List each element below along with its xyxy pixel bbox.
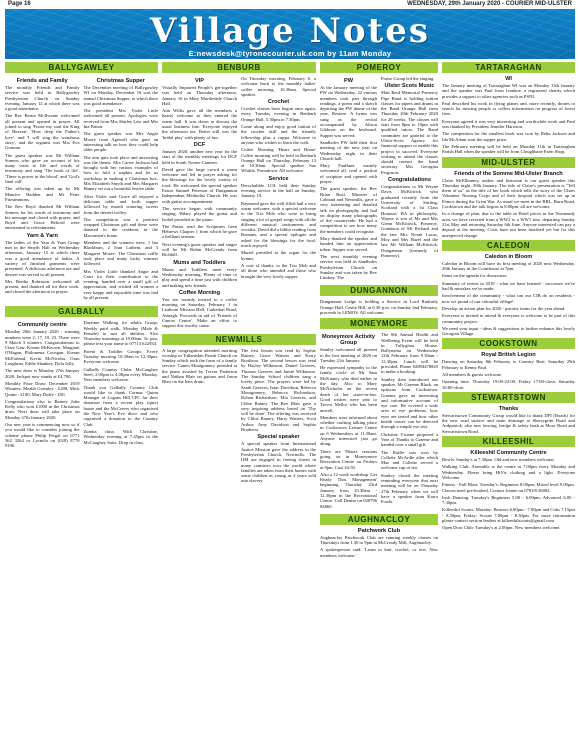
paragraph: A spokesperson said: 'Learn to knit, crochet, or sew. New members welcome.' — [320, 547, 438, 558]
column-ballygawley-galbally — [5, 62, 158, 732]
paragraph: Galbally Country Clubs. McCaughey Steel, 2.00pm to 4.00pm every Monday. New members welcome. — [83, 366, 158, 383]
paragraph: The competition for the smallest book was won by Rebu Jackson and Ida McAdam won the supper prize. — [442, 131, 575, 142]
article-heading: PW — [343, 78, 353, 84]
paragraph: The competition was a prettiest wrapped Christmas gift and these were donated to the residents in the Macarmen's home. — [83, 216, 158, 238]
article-heading: DCF — [193, 141, 206, 148]
paragraph: The president Mrs Violet Little welcomed all present. Apologies were received from Mrs Shirley Law and Mrs Ina Patton. — [83, 108, 158, 130]
paragraph: Everyone is invited to attend & everyone is welcome to be part of this community project. — [442, 313, 575, 324]
paragraph: On Thursday morning, February 6, a welcome back to the monthly ladies' coffee morning, 10.30am. Special speaker. — [241, 76, 316, 97]
section-banner: DUNGANNON — [320, 285, 438, 296]
section-moneymore — [320, 318, 438, 511]
section-banner: TARTARAGHAN — [442, 62, 575, 73]
paragraph: Crochet classes have begun once again, every Tuesday evening in Benburb Orange Hall, 5.30pm to 7.30pm. — [241, 106, 316, 122]
paragraph: Bowls: Sunday's at 7.30pm. Old and new members welcome. — [442, 457, 555, 463]
paragraph: Caledon in Bloom will have its first meeting of 2020 next Wednesday, 29th January in the Courthouse at 7pm. — [442, 260, 575, 272]
section-mid-ulster — [442, 157, 575, 238]
paragraph: A vote of thanks, to the Trio Mob and all those who attended and those who brought the very lovely supper. — [241, 262, 316, 279]
page-number: Page 16 — [8, 1, 31, 7]
paragraph: David gave the large crowd a warm welcome and led in prayer asking for the blessings for the lovely variety of food. He welcomed the special speaker Pastor Samuel Peterson of Dungannon Independent Methodist Church. He was with guitar accompaniment. — [162, 166, 237, 204]
paragraph: In a change of plan, due to the table in Hotel prices in the Normandy area, we have reverted from a WW2 to a WW1 tour, departing Sunday 31st May and returning Saturday 6th June. Anyone interested can pay a deposit at the meeting. Costs have not been finalised yet but for this unexpected change. — [442, 211, 575, 238]
paragraph: Coffee Morning 'Heart and Home' Coffee morning will be held in Benburb Orange Hall on Thursday, February 13 at 10.30am. Special speaker Sue Whittle, Portadown. All welcome. — [241, 147, 316, 174]
article-heading: Friends and Family — [16, 78, 68, 84]
paragraph: The February meeting will be held on Monday 11th in Tartaraghan Parish Hall when the speaker will be from Cloughbane Farm Shop. — [442, 143, 575, 155]
paragraph: Mary thanked the speaker and handed him an appreciation token. Supper was served. — [320, 236, 377, 252]
paragraph: The offering was taken up by Mr Maurice Hadden and Mr Peter Fitzsimmons. — [5, 186, 80, 202]
paragraph: The next draw is Monday 27th January 2020. Jackpot now stands at £4,700. — [5, 368, 80, 379]
paragraph: Mrs Violet Little thanked Angie and Carri for their contribution to the evening, handed over a small gift of appreciation, and wished all women a very happy and enjoyable time was had by all present. — [83, 268, 158, 300]
paragraph: January 2020, another new year for the start of the monthly meetings for DCF held in South Tyrone Canteen. — [162, 148, 237, 165]
paragraph: The next monthly evening service was held in Sandholes Presbyterian Church on Sunday and was taken by Rev Lindsay. The — [320, 253, 377, 281]
section-stewartstown — [442, 392, 575, 434]
paragraph: Stanley welcomed all present to the first meeting of 2020 on Tuesday 21st January. — [320, 347, 377, 363]
paragraph: Dancing on Saturday 8th February to Country Beat. Saturday 29th February to Kenny Paul. — [442, 359, 575, 370]
article-heading: Congratulations — [388, 177, 431, 184]
article-heading: Moneymore Activity Group — [322, 334, 375, 347]
section-banner: GALBALLY — [5, 306, 158, 317]
section-benburb — [162, 62, 316, 331]
paragraph: Parent & Toddler Groups: Every Tuesday morning 10.30am to 12.30pm. Everyone welcome. — [83, 348, 158, 365]
section-killeeshil — [442, 436, 575, 531]
article-heading: Christmas Supper — [96, 78, 145, 84]
paragraph: Killeeshil Scouts: Monday: Beavers 6.00pm - 7.00pm and Cubs 7.15pm - 8.30pm, Friday: Scouts 7.00pm - 8.30pm. For more information please contact section leaders at killeeshilscouts@gmail.com — [442, 507, 575, 524]
paragraph: Opening time: Thursday 19:00-23:00, Friday 17:00-close, Saturday 16:00-close. — [442, 379, 575, 390]
paragraph: The aim quiz took place and answering was the theme. Mrs Carrie Jackson had brought with her various examples of how to fold a napkin and let us workshop in making a Christmas box. Mrs Elizabeth Smyth and Mrs Margaret Hamey set out a beautiful festive table. — [83, 154, 158, 192]
paragraph: Mrs Bertha Robinson welcomed all present, and thanked all for their work, and closed the afternoon in prayer. — [5, 278, 80, 295]
section-banner: STEWARTSTOWN — [442, 392, 575, 403]
paragraph: A large congregation attended morning worship in Tullaniskin Parish Church on Sunday which took the form of a family service. Canon Montgomery presided at the piano assisted by Trevor Patterson and Nathan Blair on guitars and Jason Blair on the bass drum. — [162, 347, 237, 385]
paragraph: Thank you Galbally Country Club would like to thank Cormac Quinn Manager of Logans Hill CPC for their donation from a recent play (quiz) house and the McCreery who organised the New Year's Eve disco and who organised a donation to the Country Club. — [83, 384, 158, 427]
paragraph: Mums and Toddlers meet every Wednesday morning. Plenty of time to play and spend a time just with children and making new friends. — [162, 266, 237, 288]
paragraph: We need your input - ideas & suggestions to further enhance this lovely Georgian Village. — [442, 325, 575, 337]
section-ballygawley — [5, 62, 158, 302]
masthead — [5, 9, 575, 59]
paragraph: Walking Club: Assemble at the centre at 7.00pm every Monday and Wednesday. Please bring HiVis clothing and a light. Everyone Welcome. — [442, 464, 575, 480]
section-banner: AUGHNACLOY — [320, 514, 438, 525]
section-banner: NEWMILLS — [162, 334, 316, 345]
paragraph: A special speaker from International Justice Mission gave the address in the Presbyterian Church, Newmills. The IJM are engaged in freeing slaves in many countries over the world where families are taken from their homes with some children as young as 4 years sold into slavery. — [241, 441, 316, 484]
article-heading: Mums and Toddlers — [173, 259, 226, 266]
paragraph: Summary of events in 2019 - what we have learned - successes we've had & mistakes we've made. — [442, 280, 575, 292]
paragraph: Ann Willis gave all the members a hearty welcome as they entered the warm hall. It was down to discuss the usual business line. Everyone enjoyed the afternoon tea. Better still was the 'bridal play' with plenty of fun. — [162, 108, 237, 140]
article-heading: VIP — [194, 78, 205, 84]
article-heading: Royal British Legion — [481, 352, 536, 359]
paragraph: The Rev Boyd thanked Mr William Somers for his words of testimony and his message and closed with prayer, and Boyd and Grace Beltord were entertained to refreshments. — [5, 204, 80, 231]
paragraph: Praise Group led the singing. — [381, 76, 435, 81]
section-banner: POMEROY — [320, 62, 438, 73]
article-heading: Thanks — [498, 405, 519, 412]
paragraph: Develop an action plan for 2020 - priority items for the year ahead. — [442, 305, 566, 311]
paragraph: Irish Dancing: Tuesday's Beginners 5.00 - 6.00pm; Advanced 6.00 - 7.30pm. — [442, 494, 575, 506]
article-heading: Caledon in Bloom — [484, 253, 533, 260]
paragraph: All members & guests welcome. — [442, 371, 503, 377]
paragraph: Items on the agenda for discussion: — [442, 273, 507, 279]
section-banner: KILLEESHIL — [442, 436, 575, 447]
paragraph: The December meeting of Ballygawley WI on Monday, December 16 was the annual Christmas Supper, at which there was good attendance. — [83, 85, 158, 106]
paragraph: Come along and enjoy good tuition of the crochet skill and the friendly fellowship plus a cuppa. Welcome to anyone who wishes to learn the craft. — [241, 124, 316, 145]
paragraph: Muriel presided at the organ for the hymns. — [241, 250, 316, 261]
paragraph: Daytime Walking for adults Group: Weekly paid walk, Monday (Male & Female) to suit all abilities. Also Thursday mornings at 10.00am. To join, please text your name to 07713 622934. — [83, 320, 158, 347]
issue-date: WEDNESDAY, 29th January 2020 - COURIER MID-ULSTER — [407, 1, 572, 7]
paragraph: Christine Vsoane proposed a Vote of Thanks to Graeme and handed over a small gift. — [381, 431, 438, 448]
paragraph: Mary Faulkner warmly welcomed all, read a portion of scripture and opened with prayer. — [320, 163, 377, 185]
section-banner: CALEDON — [442, 240, 575, 251]
page-header-bar — [0, 0, 580, 9]
column-tartaraghan-killeeshil — [442, 62, 575, 732]
paragraph: The first lesson was read by Sophie Rainey, Grace Watters and Kerry Brodison. The second lesson was read by Hayley Wilkinson, Daniel Greaves, Thomas Greaves and Jamie Wilkinson. The Sunday School children sang a lovely piece. The prayers were led by Sarah Greaves, Isaac Davidson, Rebecca Montgomery, Rebecca Richardson, Rohan Richardson, Mia Greaves, and Chloe Rainey. The Rev Blair gave a very inspiring address based on 'Thy will be done'. The offering was received by Chloe Rainey, Harry Watters, Scott Arthur, Amy Davidson and Sophie Brodison. — [241, 347, 316, 433]
article-heading: Yarn & Yarn — [26, 232, 58, 239]
paragraph: Congratulations also to Barney John Kelly who won £1000 in the Christmas draw. Next draw will take place on Monday 27th January 2020. — [5, 398, 80, 420]
column-pomeroy-moneymore — [320, 62, 438, 732]
paragraph: Our new year is commencing now so if you would like to consider joining the scheme phone Philip Fergal on 0771 362 3264 or Lycnola on (028) 8778 9190. — [5, 422, 80, 449]
article-heading: Coffee Morning — [178, 289, 221, 296]
paragraph: The service began with community singing. Hilary played the guitar and Isobel presided at the piano. — [162, 205, 237, 222]
paragraph: Open Door Club: Tuesday's at 2.00pm. New members welcome. — [442, 525, 561, 531]
column-benburb-newmills — [162, 62, 316, 732]
paragraph: The January meeting of Tartaraghan WI was on Monday 13th January and the speaker was Paul from Ivanhoe, a registered charity which provides a support to other agencies such as PSNI. — [442, 83, 575, 99]
paragraph: Members and the winners were, 1 Ina Blackburn, 2 Joan Lathem, and 3 Margaret Moore. The Christmas raffle took place and many lucky winners followed. — [83, 240, 158, 267]
paragraph: Stewartstown Community Group would like to thank DFI (Roads) for the new road surface and main drainage at Sherrygrim Road and Ardpatrick, also new fencing, bridge & safety bush at Moor Road and Stewartstown Road. — [442, 412, 575, 434]
paragraph: Raymond gave the well filled hall a very warm welcome, with a special welcome to the Trio Mob who were to bring singing a lot of gospel songs with all the different musical instruments and vocalist. David did a biblio reading from Romans, and a special epilogue and asked for the blessings for the food, much enjoyed. — [241, 200, 316, 249]
article-heading: Community centre — [17, 322, 67, 329]
paragraph: Stanley then introduced our speaker, Mr Graeme Black, an optician from Cookstown. Graeme gave an interesting and informative account of eye care. He covered a wide area of eye problems, how eyes are tested and how other health issues can be detected through a simple eye test. — [381, 376, 438, 430]
section-galbally — [5, 306, 158, 450]
paragraph: The Raffle was won by Collette McArdle after which Mae and Collette served a welcome cup of tea. — [381, 449, 438, 471]
paragraph: The monthly Friends and Family service was held in Ballygawley Presbyterian Church on Sunday evening, January 12 at which there was a good attendance. — [5, 85, 80, 112]
paragraph: The Rev Bertie McIlwaine welcomed all present and opened in prayer. All joined to sing 'Praise my soul the King of Heaven', 'How deep the Father's love', and 'I will sing the wondrous story', and the organist was Mrs Eva Gorman. — [5, 113, 80, 151]
section-banner: MONEYMORE — [320, 318, 438, 329]
section-tartaraghan — [442, 62, 575, 155]
paragraph: Visually Impaired People's get-together was held on Thursday afternoon, January 16 in Mary Morthedale Church Hall. — [162, 85, 237, 106]
paragraph: Involvement of the community - what can our CIB do on residents - now we proud of our colourful village! — [442, 293, 575, 304]
paragraph: At the January meeting of the PW on Wednesday, 22 various members took part through readings, a poem and a sketch depicting the PW theme of the year, Restore. A hymn was sung as the recital accompanied by Alison Gibbons on the keyboard. Supper was served. — [320, 85, 377, 138]
page-title: Village Notes — [149, 11, 431, 51]
section-cookstown — [442, 338, 575, 389]
submission-email: E:newsdesk@tyronecourier.uk.com by 11am Monday — [188, 49, 392, 58]
article-heading: Patchwork Club — [357, 527, 401, 534]
section-newmills — [162, 334, 316, 486]
paragraph: There are Pilates sessions going on in Moneymore Recreation Centre on Fridays at 9pm. Cost £4.50. — [320, 448, 377, 470]
article-heading: WI — [505, 76, 512, 82]
paragraph: The guest speaker was Mr William Somers who gave an account of his many visits to life and words of testimony and sang 'The hook of life', 'There is power in the blood', and 'God's final call'. — [5, 152, 80, 185]
paragraph: You are warmly invited to a coffee morning on Saturday, February 1 in Lisdoom Mission Hall, Cathedral Road, Armagh. Proceeds in aid of 'Friends of Cancer Centre'. Make an effort to support this worthy cause. — [162, 296, 237, 329]
paragraph: Matt Reid Memorial Pomeroy Pipe Band is holding tuition classes for pipers and drums in the Band Orange Hall from Thursday 20th February 2020 for 20 weeks. The classes will start from 8pm to 10pm with qualified tutors. The Band committee are grateful to the Ulster-Scots Agency for financial support to enable this project to succeed. Everyone wishing to attend the classes should contact the band secretary Mrs Georgina Ferguson. — [381, 90, 438, 175]
article-heading: Ulster Scots Music — [384, 83, 435, 90]
paragraph: Fitness - Full Blast: Tuesday's: Beginners 8.00pm; Mixed level 9.00pm. Classes need pre-booked, Contact Jonnie on 07818136082. — [442, 482, 575, 493]
paragraph: Congratulations to Mr Wayne Davis McKittrick who graduated recently from the University of Stirling, Scotland with a 1st Class Honours' BA in philosophy. Wayne is son of Mr and Mrs Glenn McKittrick, Pomeroy. Grandson of Mr Richard and the late Mrs Norah Lucas, Moy and Mrs Hazel and the late Mr William McKittrick, Dungannon (formerly of Pomeroy). — [381, 184, 438, 258]
article-heading: Killeeshil Community Centre — [470, 450, 547, 457]
paragraph: Monthly Prize Draw: December 2019 Winners: Meabh Gormley - £200, Mick Quinn - £100, Mary Duffy - £50. — [5, 380, 80, 397]
section-banner: BALLYGAWLEY — [5, 62, 158, 73]
section-caledon — [442, 240, 575, 337]
paragraph: He expressed sympathy to the family circle of Mr Sam McKinney who died earlier in the day. Also to Mary McNicholas on the recent death of her sister-in-law. Good wishes were sent to Trevor Mellor who has been unwell. — [320, 365, 377, 413]
section-banner: MID-ULSTER — [442, 157, 575, 168]
article-heading: Special speaker — [257, 434, 300, 441]
paragraph: Monday 20th January 2020 - winning numbers were 2, 17, 19, 23. There were 9 Match 3 winners. Congratulations to Clare Garr, Kieran McKeown, Margaret O'Hagan, Philomena Corrigan, Kieran McFarland, Kevin McNicolas, Oran Loughran, Eddie Shankey, Dola Jolly. — [5, 329, 80, 367]
article-heading: Service — [268, 175, 289, 182]
article-heading: Crochet — [267, 99, 290, 106]
section-dungannon — [320, 285, 438, 315]
paragraph: The guest speaker, the Rev Brian Boal, Minister of Cabland and Newmills, gave a very interesting and detailed talk on photography and had on display many photographs of the countryside. He had a competition to see how many the members could recognise. — [320, 186, 377, 234]
paragraph: Zumba class: With Christine, Wednesday evening at 7.45pm in the McCaughey Suite. Drop in class. — [83, 428, 158, 445]
paragraph: The guest speaker was Mrs Angie Moore from Agewell who gave an interesting talk on how they could help older people. — [83, 131, 158, 153]
paragraph: The 8th Annual Health and Wellbeing Event will be held in Tullyglass House, Ballymena on Wednesday 12th February from 9.30am - 12.30pm. Lunch will be provided. Phone 02894478845 to make a booking. — [381, 332, 438, 375]
paragraph: After Violet said Grace all enjoyed a delicious table and forth supper followed by mouth watering sweets from the dessert trolley. — [83, 193, 158, 215]
paragraph: Everyone agreed it was very interesting and worthwhile work and Paul was thanked by President Jennifer Harrison. — [442, 118, 575, 130]
paragraph: Dungannon Lodge is holding a Service in Lord Ranfurly Orange Hall, Castle Hill, at 6.30 p.m. on Sunday 2nd February, proceeds to LEMOS. All welcome. — [320, 299, 438, 315]
paragraph: Paul described his work in flying planes and, more recently, drones to search for missing people or collect information on progress of forest fires. — [442, 100, 575, 117]
paragraph: Next evening's guest speaker and singer will be Mr Robin McCready from Richhill. — [162, 241, 237, 258]
section-banner: COOKSTOWN — [442, 338, 575, 349]
paragraph: The ladies of the Yarn & Yarn Group met in the Smyth Hall on Wednesday afternoon, January 15 at which there was a good attendance of ladies. A variety of finished garments were presented. A delicious afternoon tea and dessert was served to all present. — [5, 239, 80, 277]
paragraph: The Pastor read the Scriptures from Hebrews Chapter 1 from which he gave a brilliant sermon. — [162, 223, 237, 240]
paragraph: Aughnacloy Patchwork Club are running weekly classes on Thursdays from 1.30 to 9pm at McCready Mill, Aughnacloy. — [320, 534, 438, 546]
section-pomeroy — [320, 62, 438, 282]
article-heading: Friends of the Somme Mid-Ulster Branch — [454, 170, 563, 177]
paragraph: Sandholes PW held their first meeting of the new year on Wednesday night in their Church hall. — [320, 139, 377, 161]
section-aughnacloy — [320, 514, 438, 558]
paragraph: Claire McElhinney, author and historian is our guest speaker this Thursday night, 30th January. The title of Claire's presentation is "Tell them of us" as the title of her book which tells the story of the Ulster Volunteer Nursing Corps and of their hospital which was set up in France during the Great War. As usual we meet in the RBL, Burn Road, Cookstown and the talk begins at 8.00pm, all are welcome. — [442, 177, 575, 210]
paragraph: Derryhubble LOL held their Sunday evening service in the hall on Sunday, January 19. — [241, 182, 316, 199]
paragraph: Also a 12 week workshop 'Get Ready Thru Management' beginning Thursday 23rd January from 10.30am - 12.30pm in the Recreational Centre. Call Denise on 028796 84860. — [320, 471, 377, 509]
paragraph: Stanley closed the meeting reminding everyone that next meeting will be on Thursday 27th February when we will have a speaker from Karro Foods. — [381, 472, 438, 505]
paragraph: Members were informed about whether crafting talking place in Cookstown Leisure Centre on 6 Wednesdays at 11.30am. Anyone interested just go along. — [320, 414, 377, 447]
section-banner: BENBURB — [162, 62, 316, 73]
